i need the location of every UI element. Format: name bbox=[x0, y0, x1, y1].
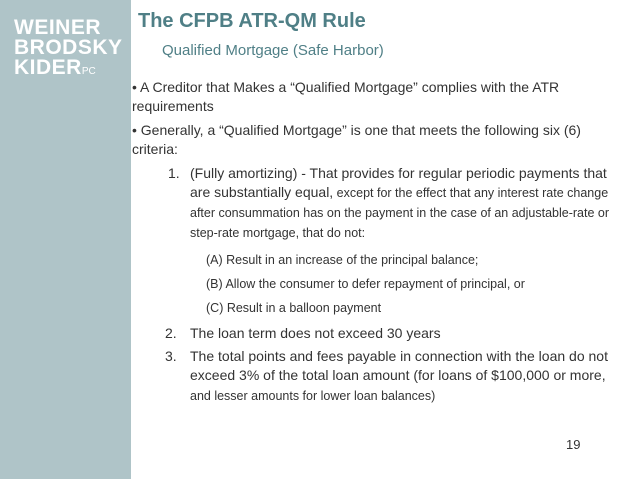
criterion-2 bbox=[132, 324, 622, 343]
bullet-1: • A Creditor that Makes a “Qualified Mortgage” complies with the ATR requirements bbox=[132, 79, 560, 114]
criterion-2-number: 2. bbox=[165, 325, 177, 341]
bullet-2: • Generally, a “Qualified Mortgage” is one that meets the following six (6) criteria: bbox=[132, 122, 581, 157]
sidebar-panel bbox=[0, 0, 131, 479]
criterion-1 bbox=[132, 164, 622, 243]
page-number: 19 bbox=[566, 437, 581, 452]
subitem-a: (A) Result in an increase of the principal balance; bbox=[206, 253, 479, 267]
criterion-1-detail: except for the effect that any interest rate change after consummation has on the payment in the case of an adjustable-rate or step-rate mortgage, that do not: bbox=[190, 186, 609, 240]
criterion-2-text: The loan term does not exceed 30 years bbox=[190, 325, 441, 341]
slide-title: The CFPB ATR-QM Rule bbox=[138, 10, 366, 32]
criterion-1-text: (Fully amortizing) - That provides for regular periodic payments that are substantially equal, bbox=[190, 165, 607, 200]
slide-content bbox=[132, 78, 622, 406]
criterion-3 bbox=[132, 347, 622, 406]
logo-line-3-text: KIDER bbox=[14, 56, 82, 79]
criterion-1-number: 1. bbox=[168, 165, 180, 181]
criterion-3-number: 3. bbox=[165, 348, 177, 364]
company-logo bbox=[14, 18, 126, 82]
logo-line-3 bbox=[14, 58, 126, 82]
criterion-1-subitems bbox=[132, 252, 622, 316]
subitem-c: (C) Result in a balloon payment bbox=[206, 301, 382, 315]
logo-line-2: BRODSKY bbox=[14, 36, 123, 59]
criterion-3-detail: and lesser amounts for lower loan balances) bbox=[190, 389, 436, 403]
logo-line-1: WEINER bbox=[14, 16, 101, 39]
slide-subtitle: Qualified Mortgage (Safe Harbor) bbox=[162, 42, 384, 59]
subitem-b: (B) Allow the consumer to defer repayment of principal, or bbox=[206, 277, 525, 291]
logo-suffix: PC bbox=[81, 66, 96, 77]
criterion-3-text: The total points and fees payable in connection with the loan do not exceed 3% of the total loan amount (for loans of $100,000 or more, bbox=[190, 348, 608, 383]
